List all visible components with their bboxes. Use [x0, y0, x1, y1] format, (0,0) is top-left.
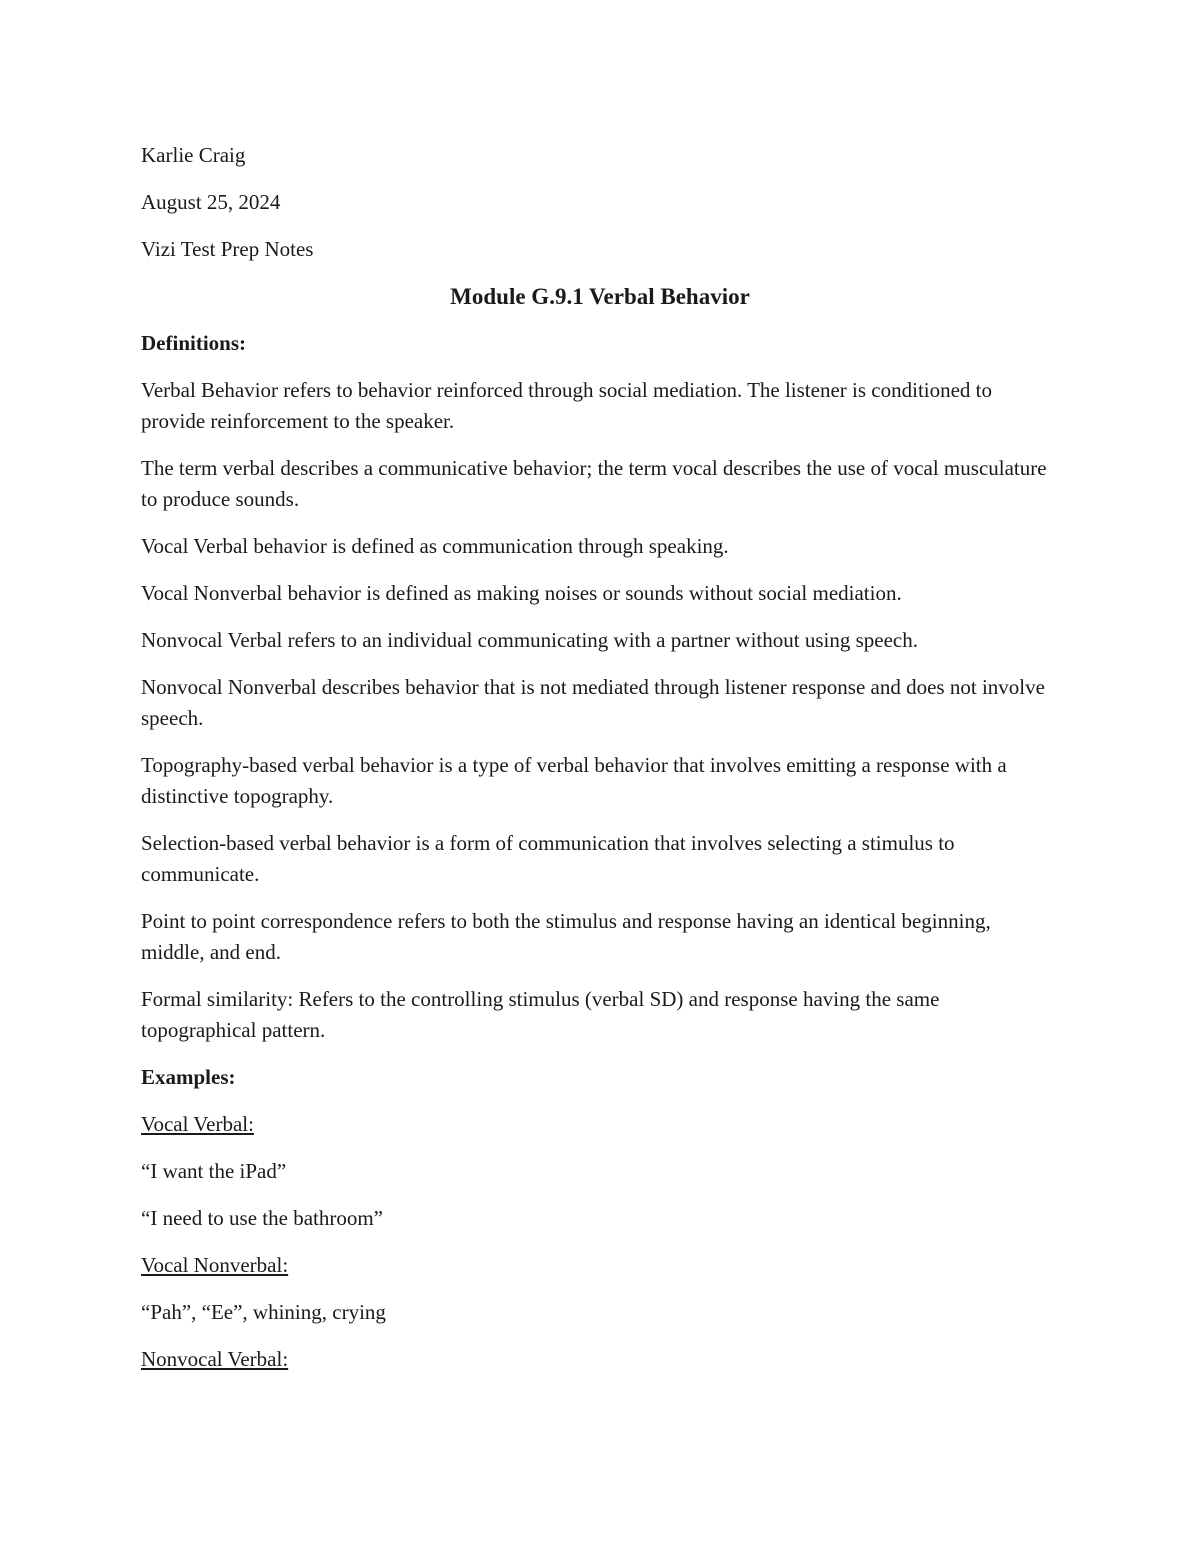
- document-title: Module G.9.1 Verbal Behavior: [450, 284, 750, 309]
- example-item: “I want the iPad”: [141, 1159, 287, 1183]
- course-name: Vizi Test Prep Notes: [141, 237, 314, 261]
- nonvocal-verbal-subheading: Nonvocal Verbal:: [141, 1347, 289, 1371]
- definition-paragraph: Nonvocal Verbal refers to an individual communicating with a partner without using speech.: [141, 628, 918, 652]
- definitions-heading: Definitions:: [141, 331, 246, 355]
- vocal-nonverbal-subheading: Vocal Nonverbal:: [141, 1253, 289, 1277]
- document-date: August 25, 2024: [141, 190, 281, 214]
- definition-paragraph: Point to point correspondence refers to both the stimulus and response having an identical beginning, middle, and end.: [141, 909, 991, 964]
- example-item: “I need to use the bathroom”: [141, 1206, 383, 1230]
- definition-paragraph: Nonvocal Nonverbal describes behavior that is not mediated through listener response and does not involve speech.: [141, 675, 1045, 730]
- definition-paragraph: Topography-based verbal behavior is a type of verbal behavior that involves emitting a response with a distinctive topography.: [141, 753, 1007, 808]
- examples-heading: Examples:: [141, 1065, 236, 1089]
- definition-paragraph: Selection-based verbal behavior is a form of communication that involves selecting a stimulus to communicate.: [141, 831, 955, 886]
- definition-paragraph: Verbal Behavior refers to behavior reinforced through social mediation. The listener is conditioned to provide reinforcement to the speaker.: [141, 378, 993, 433]
- definition-paragraph: Formal similarity: Refers to the controlling stimulus (verbal SD) and response having the same topographical pattern.: [141, 987, 940, 1042]
- definition-paragraph: Vocal Verbal behavior is defined as communication through speaking.: [141, 534, 729, 558]
- example-item: “Pah”, “Ee”, whining, crying: [141, 1300, 386, 1324]
- author-name: Karlie Craig: [141, 143, 246, 167]
- vocal-verbal-subheading: Vocal Verbal:: [141, 1112, 254, 1136]
- document-body: [141, 140, 1059, 1391]
- definition-paragraph: Vocal Nonverbal behavior is defined as making noises or sounds without social mediation.: [141, 581, 902, 605]
- definition-paragraph: The term verbal describes a communicative behavior; the term vocal describes the use of vocal musculature to produce sounds.: [141, 456, 1047, 511]
